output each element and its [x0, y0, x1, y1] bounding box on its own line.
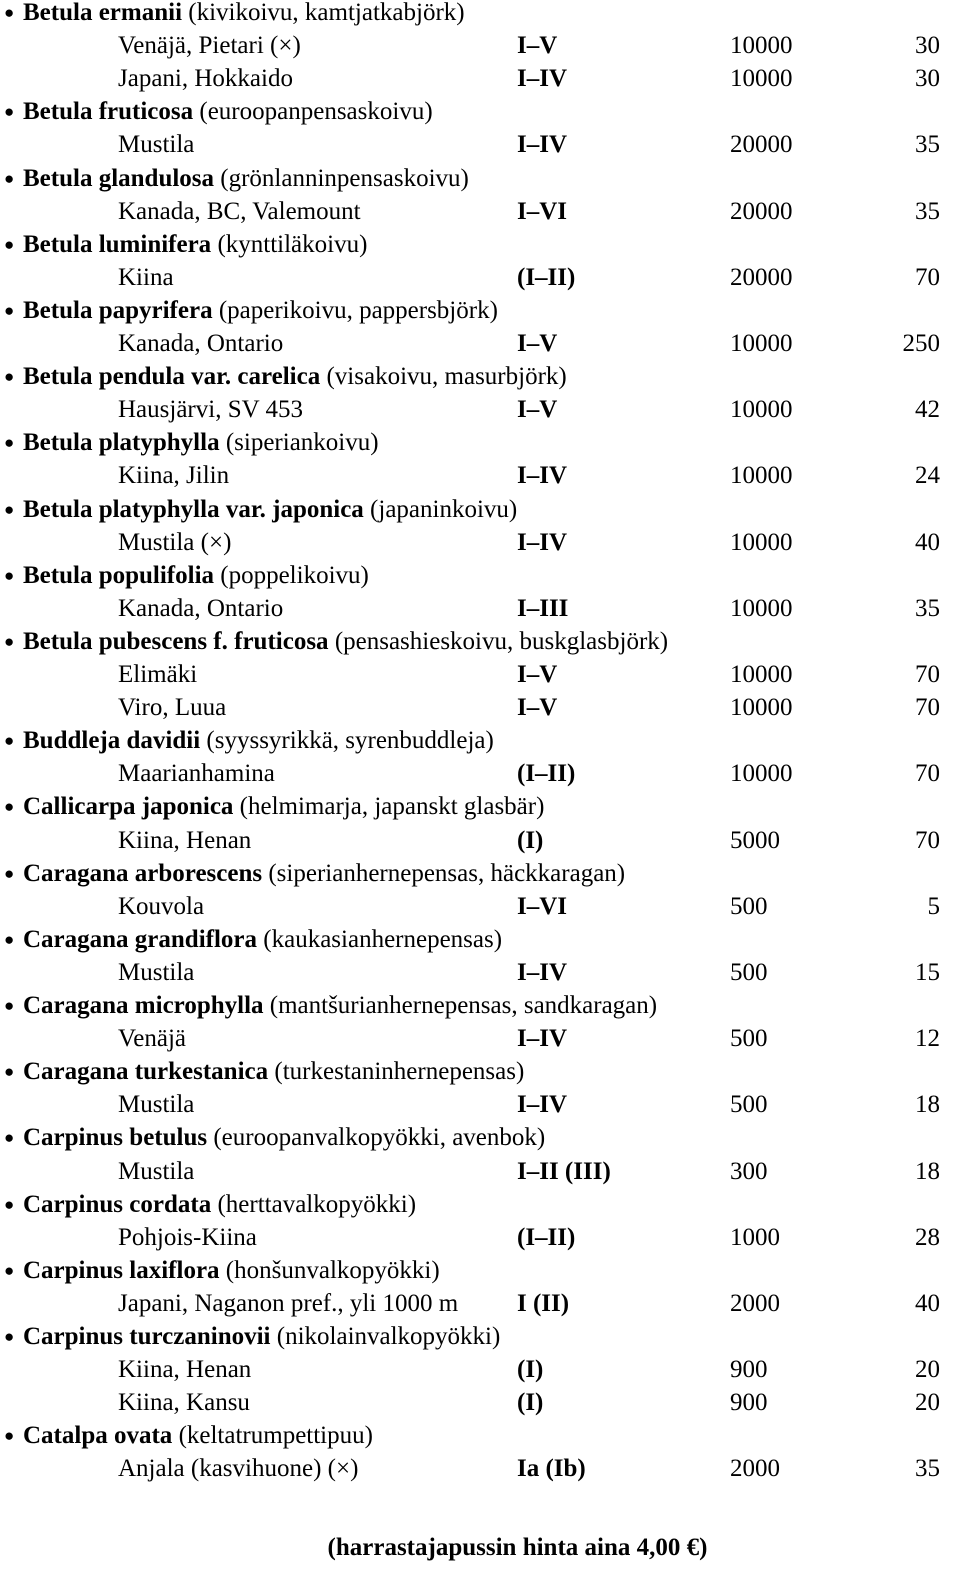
- species-name: Caragana turkestanica: [23, 1058, 269, 1086]
- price-cell: 35: [915, 197, 940, 225]
- seed-row: [0, 1221, 960, 1254]
- species-name: Carpinus cordata: [23, 1190, 212, 1218]
- seed-row: [0, 691, 960, 724]
- bullet-icon: ●: [4, 631, 15, 651]
- zone-cell: I–IV: [517, 65, 568, 93]
- seed-count-cell: 20000: [730, 263, 793, 291]
- price-cell: 28: [915, 1223, 940, 1251]
- zone-cell: I–VI: [517, 197, 568, 225]
- price-cell: 30: [915, 32, 940, 60]
- species-name: Caragana grandiflora: [23, 925, 258, 953]
- species-text: [23, 1188, 416, 1221]
- bullet-icon: ●: [4, 929, 15, 949]
- price-cell: 70: [915, 826, 940, 854]
- seed-row: [0, 956, 960, 989]
- bullet-icon: ●: [4, 1128, 15, 1148]
- zone-cell: I–VI: [517, 892, 568, 920]
- seed-count-cell: 10000: [730, 32, 793, 60]
- species-common-name: (helmimarja, japanskt glasbär): [239, 793, 545, 821]
- price-cell: 24: [915, 462, 940, 490]
- price-cell: 35: [915, 1455, 940, 1483]
- species-text: [23, 857, 625, 890]
- zone-cell: I (II): [517, 1289, 570, 1317]
- species-text: [23, 228, 367, 261]
- species-common-name: (grönlanninpensaskoivu): [220, 164, 469, 192]
- zone-cell: I–III: [517, 594, 569, 622]
- zone-cell: (I–II): [517, 263, 576, 291]
- species-name: Buddleja davidii: [23, 727, 201, 755]
- bullet-icon: ●: [4, 565, 15, 585]
- species-name: Betula glandulosa: [23, 164, 215, 192]
- origin-cell: Kanada, BC, Valemount: [118, 197, 361, 225]
- seed-row: [0, 824, 960, 857]
- zone-cell: Ia (Ib): [517, 1455, 586, 1483]
- species-text: [23, 360, 567, 393]
- species-text: [23, 1055, 524, 1088]
- zone-cell: I–V: [517, 396, 558, 424]
- price-cell: 40: [915, 528, 940, 556]
- species-text: [23, 989, 657, 1022]
- seed-row: [0, 1088, 960, 1121]
- price-cell: 18: [915, 1157, 940, 1185]
- seed-row: [0, 1353, 960, 1386]
- zone-cell: I–V: [517, 330, 558, 357]
- seed-count-cell: 500: [730, 1025, 768, 1053]
- seed-row: [0, 526, 960, 559]
- seed-row: [0, 1287, 960, 1320]
- species-text: [23, 724, 494, 757]
- origin-cell: Pohjois-Kiina: [118, 1223, 257, 1251]
- price-cell: 40: [915, 1289, 940, 1317]
- bullet-icon: ●: [4, 234, 15, 254]
- bullet-icon: ●: [4, 797, 15, 817]
- species-name: Carpinus laxiflora: [23, 1256, 220, 1284]
- zone-cell: (I): [517, 1356, 544, 1384]
- species-name: Betula fruticosa: [23, 98, 194, 126]
- species-common-name: (paperikoivu, pappersbjörk): [218, 296, 498, 324]
- seed-count-cell: 900: [730, 1389, 768, 1417]
- price-cell: 20: [915, 1389, 940, 1417]
- bullet-icon: ●: [4, 1062, 15, 1082]
- zone-cell: I–II (III): [517, 1157, 611, 1185]
- species-text: [23, 162, 469, 195]
- zone-cell: (I–II): [517, 760, 576, 788]
- bullet-icon: ●: [4, 1327, 15, 1346]
- seed-count-cell: 20000: [730, 197, 793, 225]
- seed-count-cell: 10000: [730, 760, 793, 788]
- zone-cell: (I–II): [517, 1223, 576, 1251]
- bullet-icon: ●: [4, 168, 15, 188]
- species-text: [23, 1419, 373, 1452]
- seed-row: [0, 1452, 960, 1485]
- species-name: Betula pubescens f. fruticosa: [23, 627, 329, 655]
- species-text: [23, 1320, 500, 1353]
- origin-cell: Mustila (×): [118, 528, 232, 556]
- species-common-name: (kaukasianhernepensas): [263, 925, 503, 953]
- species-name: Callicarpa japonica: [23, 793, 234, 821]
- species-name: Caragana microphylla: [23, 992, 264, 1019]
- price-cell: 18: [915, 1091, 940, 1119]
- seed-row: [0, 757, 960, 790]
- species-name: Caragana arborescens: [23, 859, 263, 887]
- price-cell: 30: [915, 65, 940, 93]
- species-common-name: (siperiankoivu): [225, 429, 379, 457]
- origin-cell: Mustila: [118, 131, 195, 159]
- origin-cell: Mustila: [118, 958, 195, 986]
- species-name: Betula platyphylla var. japonica: [23, 495, 364, 523]
- seed-count-cell: 500: [730, 958, 768, 986]
- species-common-name: (siperianhernepensas, häckkaragan): [268, 859, 626, 887]
- zone-cell: I–IV: [517, 462, 568, 490]
- seed-count-cell: 500: [730, 1091, 768, 1119]
- zone-cell: I–IV: [517, 131, 568, 159]
- origin-cell: Hausjärvi, SV 453: [118, 396, 303, 424]
- seed-count-cell: 10000: [730, 594, 793, 622]
- seed-row: [0, 459, 960, 492]
- origin-cell: Kanada, Ontario: [118, 594, 284, 622]
- species-common-name: (pensashieskoivu, buskglasbjörk): [334, 627, 669, 655]
- species-common-name: (honšunvalkopyökki): [225, 1256, 440, 1284]
- species-text: [23, 294, 498, 327]
- bullet-icon: ●: [4, 3, 15, 22]
- seed-row: [0, 62, 960, 95]
- species-name: Betula pendula var. carelica: [23, 363, 321, 391]
- species-common-name: (turkestaninhernepensas): [274, 1058, 525, 1086]
- species-common-name: (herttavalkopyökki): [217, 1190, 417, 1218]
- seed-count-cell: 300: [730, 1157, 768, 1185]
- seed-count-cell: 10000: [730, 330, 793, 357]
- species-text: [23, 0, 465, 29]
- seed-count-cell: 900: [730, 1356, 768, 1384]
- species-text: [23, 426, 379, 459]
- species-name: Betula populifolia: [23, 561, 215, 589]
- seed-row: [0, 128, 960, 161]
- seed-count-cell: 5000: [730, 826, 780, 854]
- species-common-name: (mantšurianhernepensas, sandkaragan): [269, 992, 658, 1019]
- species-text: [23, 923, 502, 956]
- origin-cell: Kiina, Kansu: [118, 1389, 250, 1417]
- seed-count-cell: 10000: [730, 661, 793, 688]
- origin-cell: Kiina: [118, 263, 174, 291]
- origin-cell: Mustila: [118, 1157, 195, 1185]
- seed-row: [0, 393, 960, 426]
- species-text: [23, 1121, 545, 1154]
- zone-cell: I–V: [517, 32, 558, 60]
- species-common-name: (kynttiläkoivu): [217, 230, 368, 258]
- bullet-icon: ●: [4, 367, 15, 387]
- origin-cell: Kiina, Jilin: [118, 462, 230, 490]
- price-cell: 35: [915, 131, 940, 159]
- origin-cell: Viro, Luua: [118, 694, 227, 722]
- price-cell: 70: [915, 661, 940, 688]
- seed-row: [0, 592, 960, 625]
- origin-cell: Venäjä, Pietari (×): [118, 32, 301, 60]
- price-cell: 70: [915, 263, 940, 291]
- species-name: Carpinus turczaninovii: [23, 1323, 271, 1350]
- zone-cell: (I): [517, 826, 544, 854]
- species-common-name: (visakoivu, masurbjörk): [326, 363, 567, 391]
- bullet-icon: ●: [4, 433, 15, 453]
- species-common-name: (euroopanvalkopyökki, avenbok): [213, 1124, 546, 1152]
- species-common-name: (syyssyrikkä, syrenbuddleja): [206, 727, 494, 755]
- price-cell: 15: [915, 958, 940, 986]
- seed-count-cell: 10000: [730, 65, 793, 93]
- bullet-icon: ●: [4, 1426, 15, 1446]
- zone-cell: I–IV: [517, 528, 568, 556]
- origin-cell: Japani, Naganon pref., yli 1000 m: [118, 1289, 459, 1317]
- origin-cell: Maarianhamina: [118, 760, 275, 788]
- bullet-icon: ●: [4, 102, 15, 122]
- seed-row: [0, 1022, 960, 1055]
- species-text: [23, 493, 517, 526]
- bullet-icon: ●: [4, 300, 15, 320]
- bullet-icon: ●: [4, 1194, 15, 1214]
- species-text: [23, 625, 668, 658]
- species-name: Carpinus betulus: [23, 1124, 208, 1152]
- price-cell: 20: [915, 1356, 940, 1384]
- seed-count-cell: 10000: [730, 528, 793, 556]
- seed-count-cell: 10000: [730, 396, 793, 424]
- species-name: Catalpa ovata: [23, 1422, 173, 1450]
- species-common-name: (euroopanpensaskoivu): [199, 98, 433, 126]
- seed-row: [0, 195, 960, 228]
- species-common-name: (japaninkoivu): [370, 495, 518, 523]
- seed-row: [0, 1155, 960, 1188]
- bullet-icon: ●: [4, 499, 15, 519]
- origin-cell: Japani, Hokkaido: [118, 65, 293, 93]
- bullet-icon: ●: [4, 731, 15, 751]
- origin-cell: Elimäki: [118, 661, 198, 688]
- origin-cell: Anjala (kasvihuone) (×): [118, 1455, 359, 1483]
- species-common-name: (poppelikoivu): [220, 561, 369, 589]
- price-cell: 12: [915, 1025, 940, 1053]
- price-cell: 42: [915, 396, 940, 424]
- seed-count-cell: 10000: [730, 462, 793, 490]
- species-name: Betula papyrifera: [23, 296, 213, 324]
- footer-note: (harrastajapussin hinta aina 4,00 €): [327, 1534, 708, 1561]
- species-name: Betula ermanii: [23, 0, 183, 26]
- seed-count-cell: 2000: [730, 1289, 780, 1317]
- species-text: [23, 790, 544, 823]
- zone-cell: I–IV: [517, 1025, 568, 1053]
- seed-row: [0, 261, 960, 294]
- seed-count-cell: 20000: [730, 131, 793, 159]
- zone-cell: I–IV: [517, 958, 568, 986]
- zone-cell: I–IV: [517, 1091, 568, 1119]
- origin-cell: Kouvola: [118, 892, 205, 920]
- species-name: Betula platyphylla: [23, 429, 220, 457]
- bullet-icon: ●: [4, 863, 15, 883]
- price-cell: 35: [915, 594, 940, 622]
- price-cell: 250: [902, 330, 940, 357]
- seed-row: [0, 658, 960, 691]
- species-text: [23, 559, 369, 592]
- bullet-icon: ●: [4, 1260, 15, 1280]
- zone-cell: I–V: [517, 694, 558, 722]
- zone-cell: (I): [517, 1389, 544, 1417]
- seed-count-cell: 2000: [730, 1455, 780, 1483]
- seed-count-cell: 500: [730, 892, 768, 920]
- seed-row: [0, 890, 960, 923]
- zone-cell: I–V: [517, 661, 558, 688]
- species-name: Betula luminifera: [23, 230, 212, 258]
- seed-row: [0, 1386, 960, 1419]
- seed-row: [0, 29, 960, 62]
- species-text: [23, 1254, 440, 1287]
- origin-cell: Kiina, Henan: [118, 1356, 252, 1384]
- price-cell: 70: [915, 760, 940, 788]
- seed-count-cell: 1000: [730, 1223, 780, 1251]
- species-common-name: (kivikoivu, kamtjatkabjörk): [188, 0, 465, 26]
- price-cell: 70: [915, 694, 940, 722]
- origin-cell: Kanada, Ontario: [118, 330, 284, 357]
- species-text: [23, 95, 433, 128]
- origin-cell: Venäjä: [118, 1025, 187, 1053]
- price-cell: 5: [927, 892, 940, 920]
- species-common-name: (nikolainvalkopyökki): [276, 1323, 501, 1350]
- origin-cell: Kiina, Henan: [118, 826, 252, 854]
- species-common-name: (keltatrumpettipuu): [178, 1422, 373, 1450]
- origin-cell: Mustila: [118, 1091, 195, 1119]
- seed-row: [0, 327, 960, 360]
- bullet-icon: ●: [4, 996, 15, 1015]
- seed-count-cell: 10000: [730, 694, 793, 722]
